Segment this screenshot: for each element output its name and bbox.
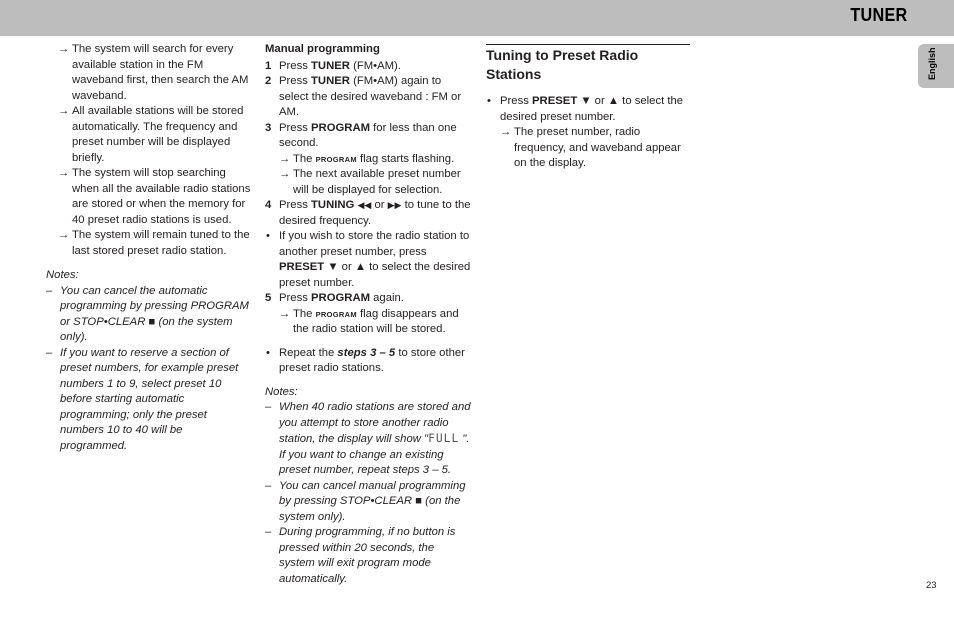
note-item: – During programming, if no button is pressed within 20 seconds, the system will exit program mode automatically. <box>265 526 456 585</box>
step-3: 3 Press PROGRAM for less than one second. <box>265 121 457 149</box>
column-automatic-programming <box>46 42 252 454</box>
bullet-item: • If you wish to store the radio station to another preset number, press PRESET ▼ or ▲ to select the desired preset number. <box>266 230 471 289</box>
arrow-icon: → <box>279 152 291 165</box>
arrow-icon: → <box>58 105 70 117</box>
arrow-icon: → <box>58 43 70 55</box>
result-item: → The system will stop searching when all the available radio stations are stored or when the memory for 40 preset radio stations is used. <box>58 167 251 226</box>
notes-heading: Notes: <box>265 385 298 398</box>
page-number: 23 <box>926 580 937 591</box>
bullet-item: • Repeat the steps 3 – 5 to store other preset radio stations. <box>266 346 465 374</box>
notes-heading: Notes: <box>46 269 79 281</box>
step-3-result: → The PROGRAM flag starts flashing. <box>265 152 471 168</box>
step-3-result: → The next available preset number will be displayed for selection. <box>279 168 461 196</box>
manual-programming-heading: Manual programming <box>265 43 380 55</box>
note-item: – You can cancel manual programming by pressing STOP•CLEAR ■ (on the system only). <box>265 479 466 523</box>
arrow-icon: → <box>58 229 70 241</box>
result-item: → The system will remain tuned to the last stored preset radio station. <box>58 229 250 257</box>
result-item: → The system will search for every available station in the FM waveband first, then search the AM waveband. <box>58 43 249 102</box>
lcd-display-text: FULL <box>428 432 460 445</box>
arrow-icon: → <box>58 167 70 179</box>
note-item: – When 40 radio stations are stored and you attempt to store another radio station, the display will show "FULL ". If you want to change an existing preset number, repeat steps 3 – 5. <box>265 401 471 476</box>
page-header-bar <box>0 0 954 36</box>
fast-forward-icon: ▶▶ <box>387 200 402 210</box>
arrow-icon: → <box>279 168 291 180</box>
step-5-result: → The PROGRAM flag disappears and the radio station will be stored. <box>279 307 459 335</box>
rewind-icon: ◀◀ <box>357 200 372 210</box>
note-item: – If you want to reserve a section of preset numbers, for example preset numbers 1 to 9, select preset 10 before starting automatic programming; only the preset numbers 10 to 40 will be programmed. <box>46 346 239 452</box>
step-2: 2 Press TUNER (FM•AM) again to select the desired waveband : FM or AM. <box>265 75 462 118</box>
step-1: 1 Press TUNER (FM•AM). <box>265 59 401 72</box>
step-5: 5 Press PROGRAM again. <box>265 292 404 304</box>
bullet-item: • Press PRESET ▼ or ▲ to select the desired preset number. <box>487 95 684 123</box>
note-item: – You can cancel the automatic programming by pressing PROGRAM or STOP•CLEAR ■ (on the system only). <box>46 284 249 343</box>
column-manual-programming <box>265 42 471 587</box>
language-tab-label: English <box>927 47 937 80</box>
step-4: 4 Press TUNING ◀◀ or ▶▶ to tune to the desired frequency. <box>265 199 471 227</box>
preset-stations-heading: Tuning to Preset Radio Stations <box>486 44 690 84</box>
section-title-tuner: TUNER <box>849 5 907 25</box>
result-item: → All available stations will be stored automatically. The frequency and preset number will be displayed briefly. <box>58 105 244 164</box>
preset-result: → The preset number, radio frequency, and waveband appear on the display. <box>500 126 681 169</box>
arrow-icon: → <box>500 126 512 138</box>
language-tab <box>918 44 954 88</box>
column-preset-stations <box>486 42 690 172</box>
arrow-icon: → <box>279 307 291 320</box>
